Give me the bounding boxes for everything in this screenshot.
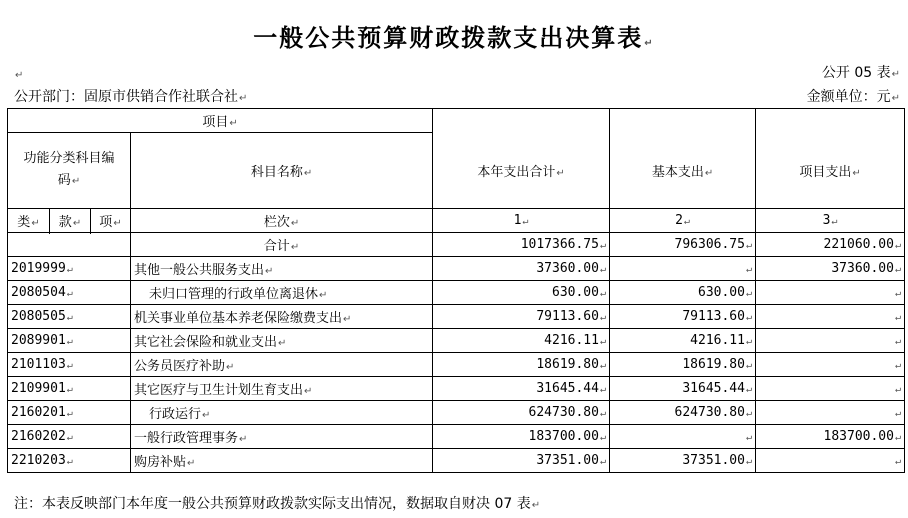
table-row (8, 425, 905, 449)
table-row (8, 305, 905, 329)
row-code: 2089901↵ (8, 329, 131, 353)
row-basic: 624730.80↵ (610, 401, 756, 425)
row-project: ↵ (756, 377, 905, 401)
table-row (8, 257, 905, 281)
footnote: 注：本表反映部门本年度一般公共预算财政拨款实际支出情况，数据取自财决 07 表↵ (14, 496, 541, 512)
row-code: 2210203↵ (8, 449, 131, 473)
totals-label: 合计↵ (131, 233, 433, 257)
row-project: ↵ (756, 281, 905, 305)
row-total: 630.00↵ (433, 281, 610, 305)
col-num-1: 1↵ (433, 209, 610, 233)
row-name: 其它社会保险和就业支出↵ (131, 329, 433, 353)
table-row (8, 449, 905, 473)
page-title: 一般公共预算财政拨款支出决算表↵ (253, 24, 655, 52)
header-subject-name: 科目名称↵ (131, 133, 433, 209)
header-lei: 类↵ (8, 209, 50, 233)
totals-total: 1017366.75↵ (433, 233, 610, 257)
row-project: ↵ (756, 353, 905, 377)
row-project: ↵ (756, 329, 905, 353)
header-func-code: 功能分类科目编码↵ (8, 133, 131, 209)
row-project: 183700.00↵ (756, 425, 905, 449)
table-code: 公开 05 表↵ (821, 65, 900, 81)
row-code: 2080504↵ (8, 281, 131, 305)
table-row (8, 377, 905, 401)
data-table (7, 208, 905, 473)
lei-kuan-xiang-span (8, 209, 131, 233)
row-code: 2101103↵ (8, 353, 131, 377)
unit-label: 金额单位：元↵ (806, 89, 900, 105)
row-basic: 37351.00↵ (610, 449, 756, 473)
row-basic: ↵ (610, 257, 756, 281)
row-name: 其他一般公共服务支出↵ (131, 257, 433, 281)
row-basic: 4216.11↵ (610, 329, 756, 353)
department-label: 公开部门：固原市供销合作社联合社↵ (14, 89, 248, 105)
row-name: 公务员医疗补助↵ (131, 353, 433, 377)
row-name: 未归口管理的行政单位离退休↵ (131, 281, 433, 305)
table-row (8, 401, 905, 425)
row-code: 2160202↵ (8, 425, 131, 449)
row-total: 37360.00↵ (433, 257, 610, 281)
table-row (8, 329, 905, 353)
row-total: 79113.60↵ (433, 305, 610, 329)
row-total: 624730.80↵ (433, 401, 610, 425)
row-basic: 18619.80↵ (610, 353, 756, 377)
row-total: 183700.00↵ (433, 425, 610, 449)
totals-basic: 796306.75↵ (610, 233, 756, 257)
row-code: 2080505↵ (8, 305, 131, 329)
table-row (8, 281, 905, 305)
row-name: 行政运行↵ (131, 401, 433, 425)
row-total: 4216.11↵ (433, 329, 610, 353)
row-project: ↵ (756, 401, 905, 425)
header-project: 项目↵ (8, 109, 433, 133)
table-row (8, 353, 905, 377)
row-total: 18619.80↵ (433, 353, 610, 377)
row-code: 2019999↵ (8, 257, 131, 281)
row-basic: ↵ (610, 425, 756, 449)
totals-project: 221060.00↵ (756, 233, 905, 257)
row-project: ↵ (756, 449, 905, 473)
row-name: 其它医疗与卫生计划生育支出↵ (131, 377, 433, 401)
totals-code-cell (8, 233, 131, 257)
header-xiang: 项↵ (91, 209, 131, 233)
row-name: 机关事业单位基本养老保险缴费支出↵ (131, 305, 433, 329)
col-num-2: 2↵ (610, 209, 756, 233)
header-total: 本年支出合计↵ (433, 109, 610, 233)
row-basic: 31645.44↵ (610, 377, 756, 401)
para-mark: ↵ (15, 70, 24, 81)
row-project: 37360.00↵ (756, 257, 905, 281)
row-basic: 630.00↵ (610, 281, 756, 305)
row-total: 37351.00↵ (433, 449, 610, 473)
header-project-exp: 项目支出↵ (756, 109, 905, 233)
row-total: 31645.44↵ (433, 377, 610, 401)
col-num-label (131, 209, 433, 233)
row-name: 购房补贴↵ (131, 449, 433, 473)
row-basic: 79113.60↵ (610, 305, 756, 329)
col-num-3: 3↵ (756, 209, 905, 233)
row-code: 2160201↵ (8, 401, 131, 425)
header-basic: 基本支出↵ (610, 109, 756, 233)
header-kuan: 款↵ (50, 209, 91, 233)
header-col-row: 栏次↵ (131, 209, 433, 233)
row-code: 2109901↵ (8, 377, 131, 401)
row-project: ↵ (756, 305, 905, 329)
row-name: 一般行政管理事务↵ (131, 425, 433, 449)
